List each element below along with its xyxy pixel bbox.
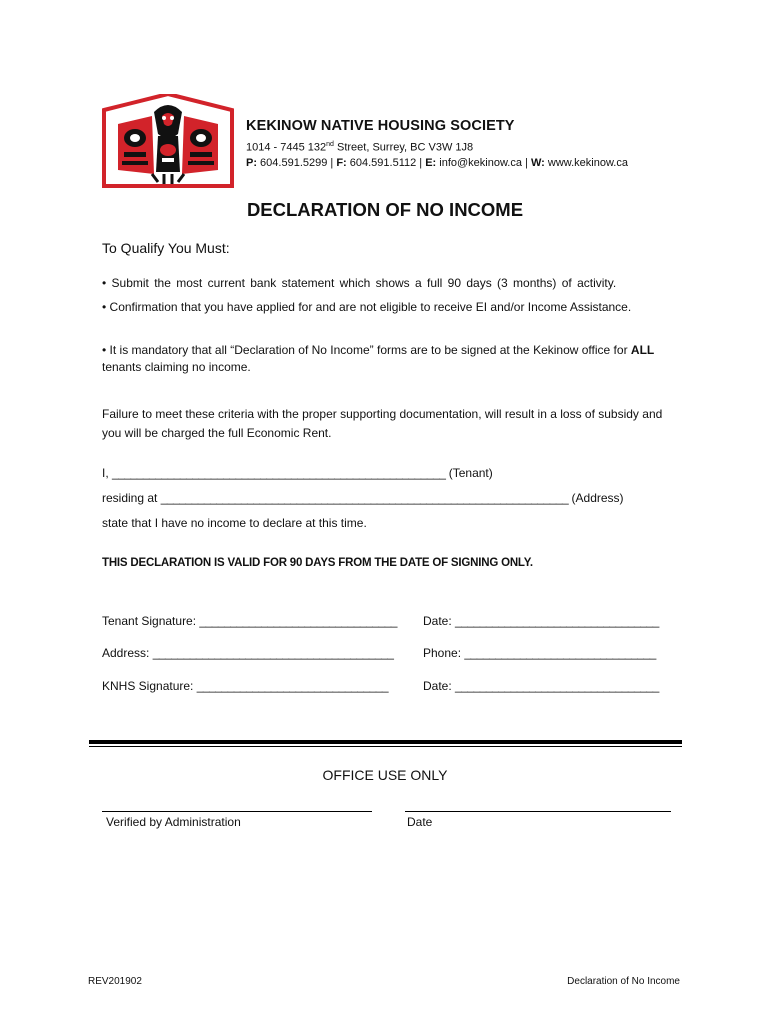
section-divider-thick — [89, 740, 682, 744]
fax-label: F: — [336, 157, 347, 169]
date-field-2[interactable]: _________________________________ — [455, 679, 659, 693]
kekinow-logo — [102, 94, 234, 188]
address-label: Address: — [102, 646, 153, 660]
office-date-label: Date — [407, 815, 433, 829]
verified-label: Verified by Administration — [106, 815, 241, 829]
date-row-1 — [423, 614, 659, 628]
knhs-signature-label: KNHS Signature: — [102, 679, 197, 693]
address-street: Street, Surrey, BC V3W 1J8 — [333, 141, 474, 154]
knhs-signature-row — [102, 679, 388, 693]
tenant-signature-label: Tenant Signature: — [102, 614, 200, 628]
org-contact — [246, 157, 628, 169]
qualify-heading: To Qualify You Must: — [102, 240, 230, 256]
org-name: KEKINOW NATIVE HOUSING SOCIETY — [246, 118, 515, 134]
phone-field-label: Phone: — [423, 646, 465, 660]
requirement-ei-confirmation: • Confirmation that you have applied for and are not eligible to receive EI and/or Income Assistance. — [102, 300, 632, 314]
tenant-name-field[interactable]: ______________________________________________________ — [112, 466, 446, 480]
requirement-bank-statement: • Submit the most current bank statement which shows a full 90 days (3 months) of activity. — [102, 276, 617, 290]
office-date-line[interactable] — [405, 811, 671, 812]
date-label-1: Date: — [423, 614, 456, 628]
tenant-signature-row — [102, 614, 397, 628]
website: www.kekinow.ca — [544, 157, 628, 169]
signing-emphasis: ALL — [630, 343, 655, 357]
date-label-2: Date: — [423, 679, 456, 693]
office-use-heading: OFFICE USE ONLY — [322, 767, 448, 783]
email-label: E: — [425, 157, 437, 169]
revision-code: REV201902 — [88, 976, 142, 987]
address-row — [102, 646, 393, 660]
email-address: info@kekinow.ca | — [436, 157, 531, 169]
address-field[interactable]: _______________________________________ — [152, 646, 394, 660]
fax-number: 604.591.5112 | — [346, 157, 426, 169]
phone-row — [423, 646, 656, 660]
failure-notice: Failure to meet these criteria with the proper supporting documentation, will result in a loss of subsidy and you will be charged the full Economic Rent. — [102, 407, 663, 440]
residing-address-field[interactable]: __________________________________________________________________ — [160, 491, 569, 505]
date-field-1[interactable]: _________________________________ — [455, 614, 659, 628]
web-label: W: — [530, 157, 545, 169]
residing-prefix: residing at — [102, 491, 161, 505]
date-row-2 — [423, 679, 659, 693]
requirement-signing — [102, 342, 682, 376]
phone-number: 604.591.5299 | — [257, 157, 337, 169]
document-title: DECLARATION OF NO INCOME — [246, 199, 524, 220]
residing-suffix: (Address) — [568, 491, 624, 505]
verified-signature-line[interactable] — [102, 811, 372, 812]
residing-line — [102, 491, 624, 505]
address-ordinal: nd — [326, 141, 334, 148]
footer-doc-title: Declaration of No Income — [567, 976, 680, 987]
address-text: 1014 - 7445 132 — [246, 141, 327, 154]
no-income-statement: state that I have no income to declare at this time. — [102, 516, 367, 530]
signing-text: • It is mandatory that all “Declaration of No Income” forms are to be signed at the Kekinow office for — [102, 343, 631, 357]
signing-text-end: tenants claiming no income. — [102, 360, 251, 374]
tenant-signature-field[interactable]: ________________________________ — [199, 614, 397, 628]
org-address — [246, 141, 473, 154]
tenant-name-suffix: (Tenant) — [445, 466, 493, 480]
validity-notice: THIS DECLARATION IS VALID FOR 90 DAYS FROM THE DATE OF SIGNING ONLY. — [102, 557, 533, 569]
phone-label: P: — [246, 157, 257, 169]
phone-field[interactable]: _______________________________ — [464, 646, 656, 660]
section-divider-thin — [89, 746, 682, 747]
knhs-signature-field[interactable]: _______________________________ — [196, 679, 389, 693]
tenant-name-prefix: I, — [102, 466, 113, 480]
tenant-name-line — [102, 466, 493, 480]
